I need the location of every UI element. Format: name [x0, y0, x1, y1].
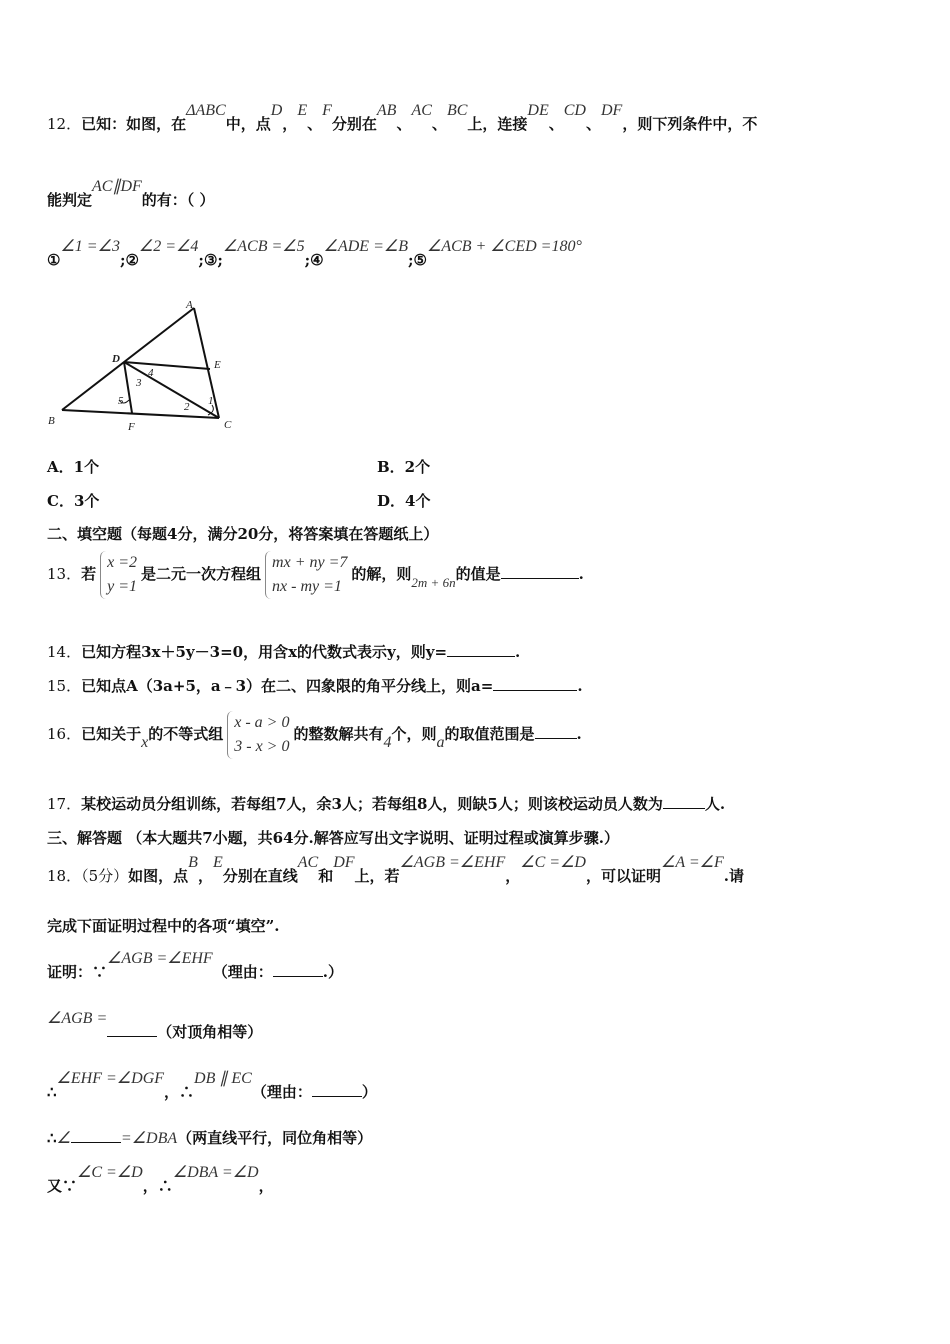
- side-bc: [62, 410, 219, 418]
- option-b[interactable]: B．2个: [377, 458, 431, 476]
- label-f: F: [128, 421, 135, 433]
- proof-step-4: ∴∠ =∠DBA（两直线平行，同位角相等）: [47, 1129, 373, 1147]
- q13: 13．若 x =2 y =1 是二元一次方程组 mx + ny =7 nx - my =1 的解，则2m + 6n的值是 .: [47, 548, 584, 601]
- q17: 17．某校运动员分组训练，若每组7人，余3人；若每组8人，则缺5人；则该校运动员人数为 人.: [47, 795, 726, 813]
- label-angle-2: 2: [184, 401, 190, 413]
- proof-step-1: 证明：∵∠AGB =∠EHF（理由： .）: [47, 950, 343, 981]
- label-angle-5: 5: [118, 395, 124, 407]
- label-b: B: [48, 415, 55, 427]
- answer-blank[interactable]: [447, 642, 515, 657]
- option-a[interactable]: A．1个: [47, 458, 100, 476]
- option-d[interactable]: D．4个: [377, 492, 431, 510]
- segment-df: [124, 362, 132, 413]
- q18-line2: 完成下面证明过程中的各项“填空”.: [47, 917, 280, 935]
- label-angle-4: 4: [148, 367, 154, 379]
- answer-blank[interactable]: [535, 724, 577, 739]
- q12-conditions: ①∠1 =∠3;②∠2 =∠4;③;∠ACB =∠5;④∠ADE =∠B;⑤∠ACB + ∠CED =180°: [47, 238, 582, 269]
- segment-de: [124, 362, 210, 369]
- q16: 16．已知关于x的不等式组 x - a > 0 3 - x > 0 的整数解共有4个，则a的取值范围是 .: [47, 708, 582, 761]
- system-1: x =2 y =1: [100, 551, 137, 599]
- q15: 15．已知点A（3a+5，a﹣3）在二、四象限的角平分线上，则a= .: [47, 677, 583, 695]
- inequality-system: x - a > 0 3 - x > 0: [227, 711, 289, 759]
- q18-line1: 18．（5分）如图，点B，E分别在直线AC和DF上，若∠AGB =∠EHF，∠C =∠D，可以证明∠A =∠F.请: [47, 854, 744, 885]
- triangle-figure: [44, 300, 244, 435]
- answer-blank[interactable]: [493, 676, 577, 691]
- proof-step-5: 又∵∠C =∠D，∴∠DBA =∠D，: [47, 1164, 274, 1195]
- system-2: mx + ny =7 nx - my =1: [265, 551, 347, 599]
- segment-dc: [124, 362, 219, 418]
- label-d: D: [112, 353, 120, 365]
- answer-blank[interactable]: [663, 794, 705, 809]
- proof-step-3: ∴∠EHF =∠DGF，∴DB ∥ EC（理由： ）: [47, 1070, 377, 1101]
- label-angle-1: 1: [208, 395, 214, 407]
- side-ab: [62, 308, 194, 410]
- label-e: E: [214, 359, 221, 371]
- section-2-heading: 二、填空题（每题4分，满分20分，将答案填在答题纸上）: [47, 525, 439, 543]
- answer-blank[interactable]: [71, 1128, 121, 1143]
- option-c[interactable]: C．3个: [47, 492, 100, 510]
- label-a: A: [186, 300, 193, 311]
- q14: 14．已知方程3x＋5y－3=0，用含x的代数式表示y，则y= .: [47, 643, 521, 661]
- label-c: C: [224, 419, 232, 431]
- answer-blank[interactable]: [312, 1082, 362, 1097]
- answer-blank[interactable]: [107, 1022, 157, 1037]
- q12-line2: 能判定AC∥DF的有：（ ）: [47, 178, 215, 209]
- proof-step-2: ∠AGB =（对顶角相等）: [47, 1010, 263, 1041]
- question-number: 12．: [47, 115, 82, 133]
- q12-line1: 12．已知：如图，在ΔABC中，点D，E、F分别在AB、AC、BC上，连接DE、CD、DF，则下列条件中，不: [47, 102, 758, 133]
- answer-blank[interactable]: [273, 962, 323, 977]
- answer-blank[interactable]: [501, 564, 579, 579]
- label-angle-3: 3: [136, 377, 142, 389]
- section-3-heading: 三、解答题 （本大题共7小题，共64分.解答应写出文字说明、证明过程或演算步骤.）: [47, 829, 619, 847]
